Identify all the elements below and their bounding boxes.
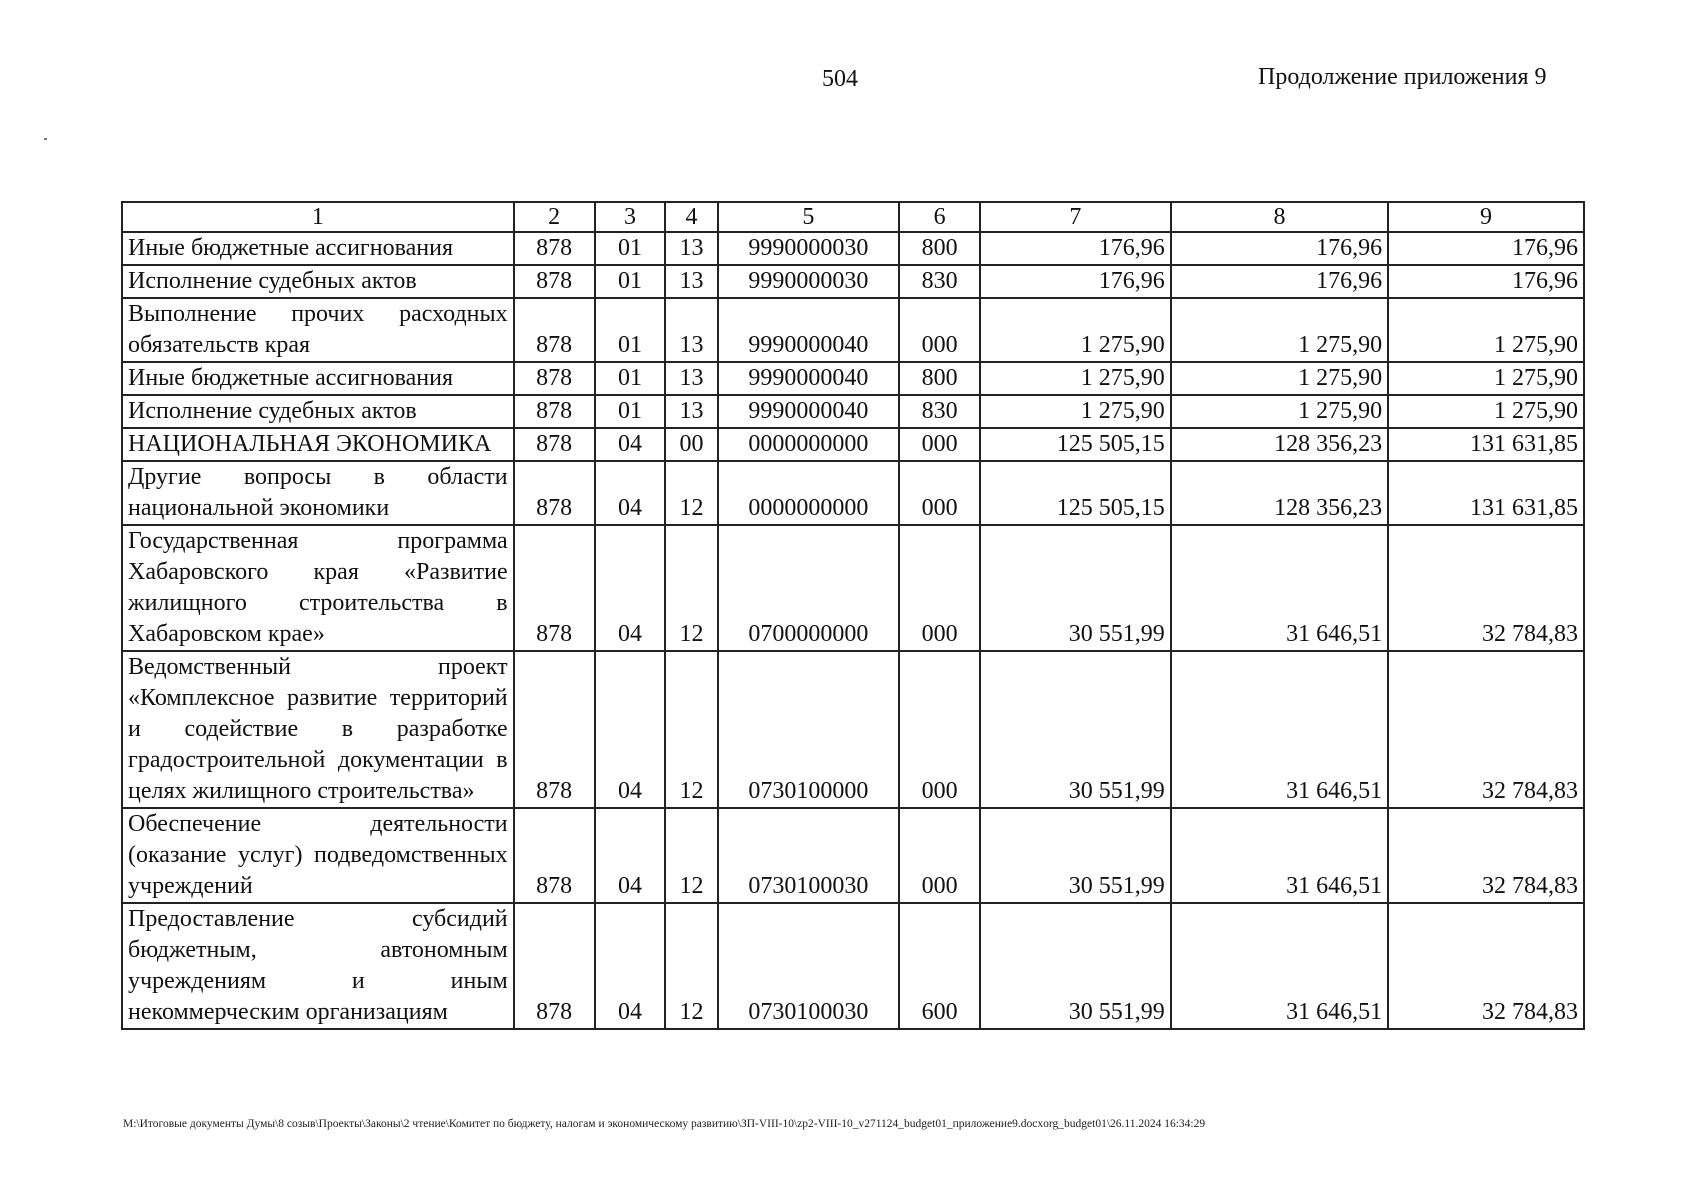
ministry-code-cell: 878 — [514, 525, 595, 651]
target-article-code-cell: 0700000000 — [718, 525, 899, 651]
table-row — [122, 461, 1584, 525]
target-article-code-cell: 9990000030 — [718, 265, 899, 298]
ministry-code-cell: 878 — [514, 461, 595, 525]
section-code-cell: 04 — [595, 808, 666, 903]
amount-year-1-cell: 1 275,90 — [980, 298, 1171, 362]
section-code-cell: 01 — [595, 362, 666, 395]
amount-year-2-cell: 1 275,90 — [1171, 298, 1388, 362]
subsection-code-cell: 12 — [665, 651, 717, 808]
expense-type-code-cell: 000 — [899, 525, 980, 651]
amount-year-3-cell: 32 784,83 — [1388, 808, 1584, 903]
table-row — [122, 232, 1584, 265]
item-name-cell: Исполнение судебных актов — [122, 395, 514, 428]
expense-type-code-cell: 000 — [899, 461, 980, 525]
amount-year-2-cell: 31 646,51 — [1171, 808, 1388, 903]
footer-file-path: M:\Итоговые документы Думы\8 созыв\Проекты\Законы\2 чтение\Комитет по бюджету, налогам и экономическому развитию\ЗП-VIII-10\zp2-VIII-10_v271124_budget01_приложение9.docxorg_budget01\26.11.2024 16:34:29 — [123, 1118, 1206, 1130]
target-article-code-cell: 9990000040 — [718, 298, 899, 362]
amount-year-1-cell: 125 505,15 — [980, 428, 1171, 461]
amount-year-2-cell: 128 356,23 — [1171, 428, 1388, 461]
expense-type-code-cell: 800 — [899, 362, 980, 395]
subsection-code-cell: 12 — [665, 903, 717, 1029]
table-row — [122, 525, 1584, 651]
subsection-code-cell: 13 — [665, 395, 717, 428]
expense-type-code-cell: 000 — [899, 428, 980, 461]
budget-allocation-table — [121, 201, 1585, 1030]
amount-year-3-cell: 1 275,90 — [1388, 395, 1584, 428]
amount-year-2-cell: 31 646,51 — [1171, 903, 1388, 1029]
table-row — [122, 428, 1584, 461]
ministry-code-cell: 878 — [514, 903, 595, 1029]
target-article-code-cell: 0730100000 — [718, 651, 899, 808]
column-header: 8 — [1171, 202, 1388, 232]
column-header: 5 — [718, 202, 899, 232]
expense-type-code-cell: 000 — [899, 298, 980, 362]
item-name-cell: Иные бюджетные ассигнования — [122, 232, 514, 265]
section-code-cell: 04 — [595, 651, 666, 808]
item-name-cell: Выполнение прочих расходных обязательств края — [122, 298, 514, 362]
item-name-cell: Исполнение судебных актов — [122, 265, 514, 298]
amount-year-3-cell: 32 784,83 — [1388, 651, 1584, 808]
amount-year-1-cell: 1 275,90 — [980, 362, 1171, 395]
amount-year-1-cell: 30 551,99 — [980, 903, 1171, 1029]
amount-year-3-cell: 176,96 — [1388, 265, 1584, 298]
subsection-code-cell: 12 — [665, 808, 717, 903]
amount-year-3-cell: 176,96 — [1388, 232, 1584, 265]
table-row — [122, 298, 1584, 362]
section-code-cell: 01 — [595, 395, 666, 428]
table-row — [122, 808, 1584, 903]
column-number-row — [122, 202, 1584, 232]
amount-year-2-cell: 1 275,90 — [1171, 395, 1388, 428]
column-header: 4 — [665, 202, 717, 232]
amount-year-3-cell: 32 784,83 — [1388, 903, 1584, 1029]
ministry-code-cell: 878 — [514, 651, 595, 808]
table-row — [122, 651, 1584, 808]
amount-year-1-cell: 30 551,99 — [980, 651, 1171, 808]
amount-year-1-cell: 176,96 — [980, 232, 1171, 265]
item-name-cell: Другие вопросы в области национальной экономики — [122, 461, 514, 525]
ministry-code-cell: 878 — [514, 808, 595, 903]
amount-year-1-cell: 30 551,99 — [980, 525, 1171, 651]
amount-year-3-cell: 131 631,85 — [1388, 461, 1584, 525]
section-code-cell: 04 — [595, 461, 666, 525]
amount-year-2-cell: 1 275,90 — [1171, 362, 1388, 395]
table-row — [122, 903, 1584, 1029]
item-name-cell: Иные бюджетные ассигнования — [122, 362, 514, 395]
amount-year-2-cell: 31 646,51 — [1171, 525, 1388, 651]
expense-type-code-cell: 830 — [899, 395, 980, 428]
table-body — [122, 232, 1584, 1029]
table-row — [122, 265, 1584, 298]
section-code-cell: 04 — [595, 903, 666, 1029]
column-header: 9 — [1388, 202, 1584, 232]
expense-type-code-cell: 000 — [899, 651, 980, 808]
section-code-cell: 01 — [595, 298, 666, 362]
subsection-code-cell: 13 — [665, 265, 717, 298]
column-header: 1 — [122, 202, 514, 232]
amount-year-2-cell: 176,96 — [1171, 265, 1388, 298]
ministry-code-cell: 878 — [514, 232, 595, 265]
column-header: 2 — [514, 202, 595, 232]
subsection-code-cell: 00 — [665, 428, 717, 461]
section-code-cell: 01 — [595, 265, 666, 298]
item-name-cell: Ведомственный проект «Комплексное развитие территорий и содействие в разработке градостроительной документации в целях жилищного строительства» — [122, 651, 514, 808]
amount-year-1-cell: 125 505,15 — [980, 461, 1171, 525]
section-code-cell: 04 — [595, 525, 666, 651]
subsection-code-cell: 13 — [665, 298, 717, 362]
page-number: 504 — [822, 66, 858, 92]
amount-year-1-cell: 30 551,99 — [980, 808, 1171, 903]
scan-speck — [44, 138, 47, 140]
subsection-code-cell: 13 — [665, 232, 717, 265]
item-name-cell: Обеспечение деятельности (оказание услуг) подведомственных учреждений — [122, 808, 514, 903]
target-article-code-cell: 0730100030 — [718, 808, 899, 903]
item-name-cell: НАЦИОНАЛЬНАЯ ЭКОНОМИКА — [122, 428, 514, 461]
item-name-cell: Государственная программа Хабаровского края «Развитие жилищного строительства в Хабаровском крае» — [122, 525, 514, 651]
amount-year-2-cell: 176,96 — [1171, 232, 1388, 265]
expense-type-code-cell: 000 — [899, 808, 980, 903]
section-code-cell: 01 — [595, 232, 666, 265]
target-article-code-cell: 0000000000 — [718, 461, 899, 525]
target-article-code-cell: 9990000040 — [718, 395, 899, 428]
subsection-code-cell: 13 — [665, 362, 717, 395]
amount-year-1-cell: 176,96 — [980, 265, 1171, 298]
section-code-cell: 04 — [595, 428, 666, 461]
ministry-code-cell: 878 — [514, 395, 595, 428]
table-row — [122, 362, 1584, 395]
subsection-code-cell: 12 — [665, 525, 717, 651]
ministry-code-cell: 878 — [514, 298, 595, 362]
expense-type-code-cell: 800 — [899, 232, 980, 265]
column-header: 7 — [980, 202, 1171, 232]
appendix-continuation-note: Продолжение приложения 9 — [1258, 64, 1547, 90]
target-article-code-cell: 0000000000 — [718, 428, 899, 461]
expense-type-code-cell: 600 — [899, 903, 980, 1029]
subsection-code-cell: 12 — [665, 461, 717, 525]
table-row — [122, 395, 1584, 428]
column-header: 3 — [595, 202, 666, 232]
amount-year-3-cell: 1 275,90 — [1388, 298, 1584, 362]
target-article-code-cell: 0730100030 — [718, 903, 899, 1029]
amount-year-2-cell: 128 356,23 — [1171, 461, 1388, 525]
column-header: 6 — [899, 202, 980, 232]
expense-type-code-cell: 830 — [899, 265, 980, 298]
target-article-code-cell: 9990000040 — [718, 362, 899, 395]
amount-year-3-cell: 1 275,90 — [1388, 362, 1584, 395]
amount-year-2-cell: 31 646,51 — [1171, 651, 1388, 808]
ministry-code-cell: 878 — [514, 428, 595, 461]
ministry-code-cell: 878 — [514, 265, 595, 298]
item-name-cell: Предоставление субсидий бюджетным, автономным учреждениям и иным некоммерческим организациям — [122, 903, 514, 1029]
ministry-code-cell: 878 — [514, 362, 595, 395]
target-article-code-cell: 9990000030 — [718, 232, 899, 265]
amount-year-1-cell: 1 275,90 — [980, 395, 1171, 428]
amount-year-3-cell: 32 784,83 — [1388, 525, 1584, 651]
amount-year-3-cell: 131 631,85 — [1388, 428, 1584, 461]
